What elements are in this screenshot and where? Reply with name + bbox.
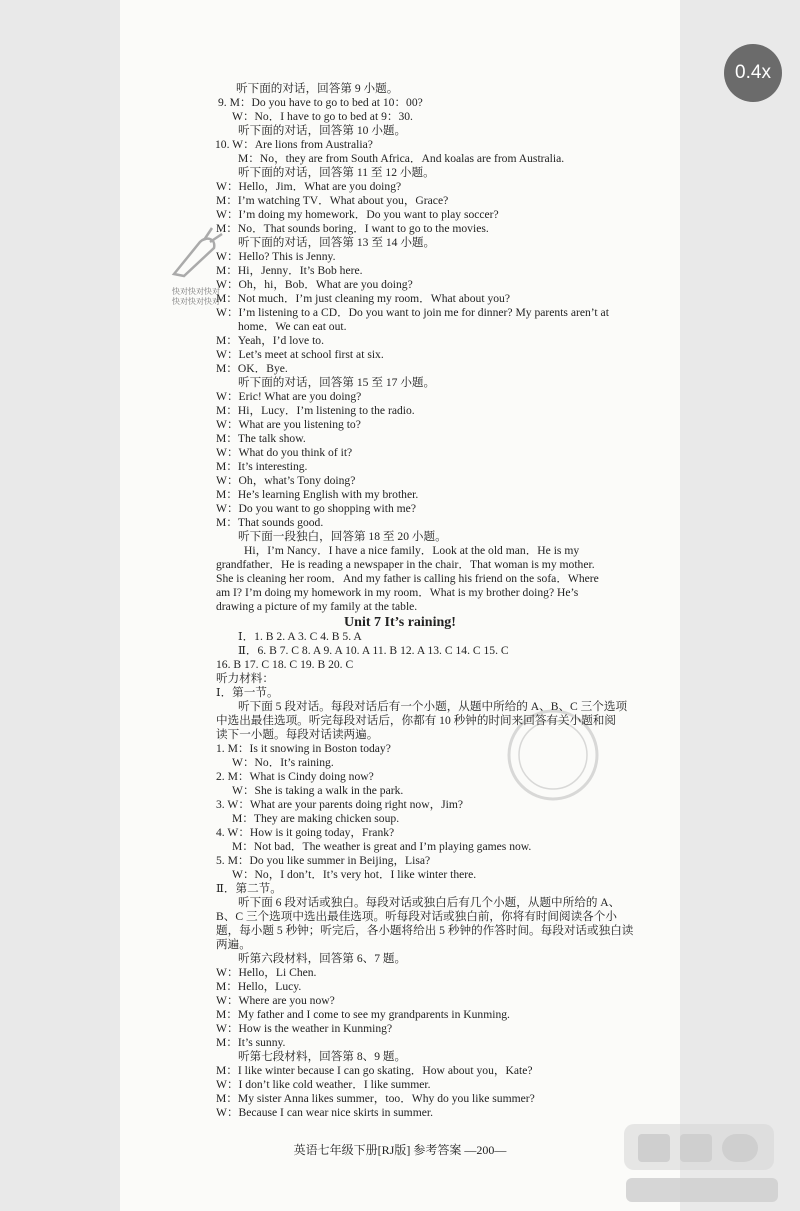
text-line: W：Where are you now? xyxy=(216,994,335,1007)
text-line: She is cleaning her room．And my father is calling his friend on the sofa．Where xyxy=(216,572,599,585)
text-line: M：It’s interesting. xyxy=(216,460,308,473)
text-line: W：Oh，hi，Bob．What are you doing? xyxy=(216,278,413,291)
text-line: W：I don’t like cold weather．I like summer. xyxy=(216,1078,431,1091)
text-line: 听下面的对话，回答第 9 小题。 xyxy=(236,82,399,95)
text-line: 题，每小题 5 秒钟；听完后，各小题将给出 5 秒钟的作答时间。每段对话或独白读 xyxy=(216,924,634,937)
text-line: 1. M：Is it snowing in Boston today? xyxy=(216,742,391,755)
text-line: M：It’s sunny. xyxy=(216,1036,286,1049)
text-line: W：No．It’s raining. xyxy=(232,756,334,769)
text-line: W：No．I have to go to bed at 9：30. xyxy=(232,110,413,123)
text-line: 10. W：Are lions from Australia? xyxy=(215,138,373,151)
text-line: M：No．That sounds boring．I want to go to the movies. xyxy=(216,222,489,235)
text-line: M：No，they are from South Africa．And koalas are from Australia. xyxy=(238,152,565,165)
text-line: 听下面的对话，回答第 13 至 14 小题。 xyxy=(238,236,436,249)
text-line: 听第七段材料，回答第 8、9 题。 xyxy=(238,1050,407,1063)
text-line: W：She is taking a walk in the park. xyxy=(232,784,404,797)
text-line: 5. M：Do you like summer in Beijing，Lisa? xyxy=(216,854,431,867)
text-line: W：Hello? This is Jenny. xyxy=(216,250,336,263)
text-line: M：OK．Bye. xyxy=(216,362,288,375)
text-line: 两遍。 xyxy=(216,938,251,951)
text-line: W：No，I don’t．It’s very hot．I like winter there. xyxy=(232,868,477,881)
text-line: 听第六段材料，回答第 6、7 题。 xyxy=(238,952,407,965)
text-line: W：Because I can wear nice skirts in summer. xyxy=(216,1106,433,1119)
text-line: W：Do you want to go shopping with me? xyxy=(216,502,416,515)
text-line: M：Not much．I’m just cleaning my room．What about you? xyxy=(216,292,510,305)
text-line: 听下面的对话，回答第 10 小题。 xyxy=(238,124,407,137)
text-line: Ⅱ．第二节。 xyxy=(216,882,282,895)
text-line: home．We can eat out. xyxy=(238,320,347,333)
text-line: 3. W：What are your parents doing right now，Jim? xyxy=(216,798,464,811)
site-logo xyxy=(618,1118,788,1208)
text-line: 中选出最佳选项。听完每段对话后，你都有 10 秒钟的时间来回答有关小题和阅 xyxy=(216,714,616,727)
watermark-text: 快对快对快对 快对快对快对 xyxy=(172,287,220,306)
text-line: W：Eric! What are you doing? xyxy=(216,390,362,403)
text-line: M：That sounds good. xyxy=(216,516,324,529)
text-line: M：I’m watching TV．What about you，Grace? xyxy=(216,194,449,207)
text-line: M：The talk show. xyxy=(216,432,306,445)
text-line: grandfather．He is reading a newspaper in the chair．That woman is my mother. xyxy=(216,558,595,571)
text-line: W：Hello，Jim．What are you doing? xyxy=(216,180,402,193)
text-line: Hi，I’m Nancy．I have a nice family．Look at the old man．He is my xyxy=(244,544,580,557)
text-line: W：I’m doing my homework．Do you want to play soccer? xyxy=(216,208,499,221)
text-line: 听下面的对话，回答第 11 至 12 小题。 xyxy=(238,166,435,179)
text-line: M：My father and I come to see my grandparents in Kunming. xyxy=(216,1008,510,1021)
text-line: am I? I’m doing my homework in my room．What is my brother doing? He’s xyxy=(216,586,579,599)
unit-title: Unit 7 It’s raining! xyxy=(344,615,456,630)
text-line: M：Hello，Lucy. xyxy=(216,980,302,993)
text-line: 读下一小题。每段对话读两遍。 xyxy=(216,728,379,741)
text-line: 9. M：Do you have to go to bed at 10：00? xyxy=(218,96,423,109)
text-line: M：They are making chicken soup. xyxy=(232,812,400,825)
text-line: Ⅱ．6. B 7. C 8. A 9. A 10. A 11. B 12. A 13. C 14. C 15. C xyxy=(238,644,509,657)
text-line: 听力材料： xyxy=(216,672,274,685)
text-line: 听下面一段独白，回答第 18 至 20 小题。 xyxy=(238,530,447,543)
zoom-level-badge[interactable]: 0.4x xyxy=(724,44,782,102)
text-line: 听下面的对话，回答第 15 至 17 小题。 xyxy=(238,376,436,389)
text-line: W：What are you listening to? xyxy=(216,418,361,431)
text-line: 2. M：What is Cindy doing now? xyxy=(216,770,374,783)
text-line: 16. B 17. C 18. C 19. B 20. C xyxy=(216,658,354,671)
text-line: Ⅰ．1. B 2. A 3. C 4. B 5. A xyxy=(238,630,362,643)
text-line: W：What do you think of it? xyxy=(216,446,353,459)
text-line: W：I’m listening to a CD．Do you want to join me for dinner? My parents aren’t at xyxy=(216,306,609,319)
text-line: M：I like winter because I can go skating．How about you，Kate? xyxy=(216,1064,533,1077)
text-line: 听下面 6 段对话或独白。每段对话或独白后有几个小题，从题中所给的 A、 xyxy=(238,896,621,909)
text-line: M：He’s learning English with my brother. xyxy=(216,488,419,501)
text-line: B、C 三个选项中选出最佳选项。听每段对话或独白前，你将有时间阅读各个小 xyxy=(216,910,617,923)
text-line: W：Oh，what’s Tony doing? xyxy=(216,474,356,487)
text-line: 听下面 5 段对话。每段对话后有一个小题，从题中所给的 A、B、C 三个选项 xyxy=(238,700,628,713)
page-footer: 英语七年级下册[RJ版] 参考答案 —200— xyxy=(293,1143,507,1157)
text-line: M：Yeah，I’d love to. xyxy=(216,334,324,347)
text-line: W：Hello，Li Chen. xyxy=(216,966,317,979)
text-line: M：My sister Anna likes summer，too．Why do you like summer? xyxy=(216,1092,535,1105)
text-line: M：Not bad．The weather is great and I’m playing games now. xyxy=(232,840,532,853)
text-line: drawing a picture of my family at the table. xyxy=(216,600,418,613)
text-line: Ⅰ．第一节。 xyxy=(216,686,279,699)
text-line: W：Let’s meet at school first at six. xyxy=(216,348,384,361)
text-line: M：Hi，Jenny．It’s Bob here. xyxy=(216,264,363,277)
text-line: W：How is the weather in Kunming? xyxy=(216,1022,393,1035)
text-line: 4. W：How is it going today，Frank? xyxy=(216,826,395,839)
text-line: M：Hi，Lucy．I’m listening to the radio. xyxy=(216,404,415,417)
